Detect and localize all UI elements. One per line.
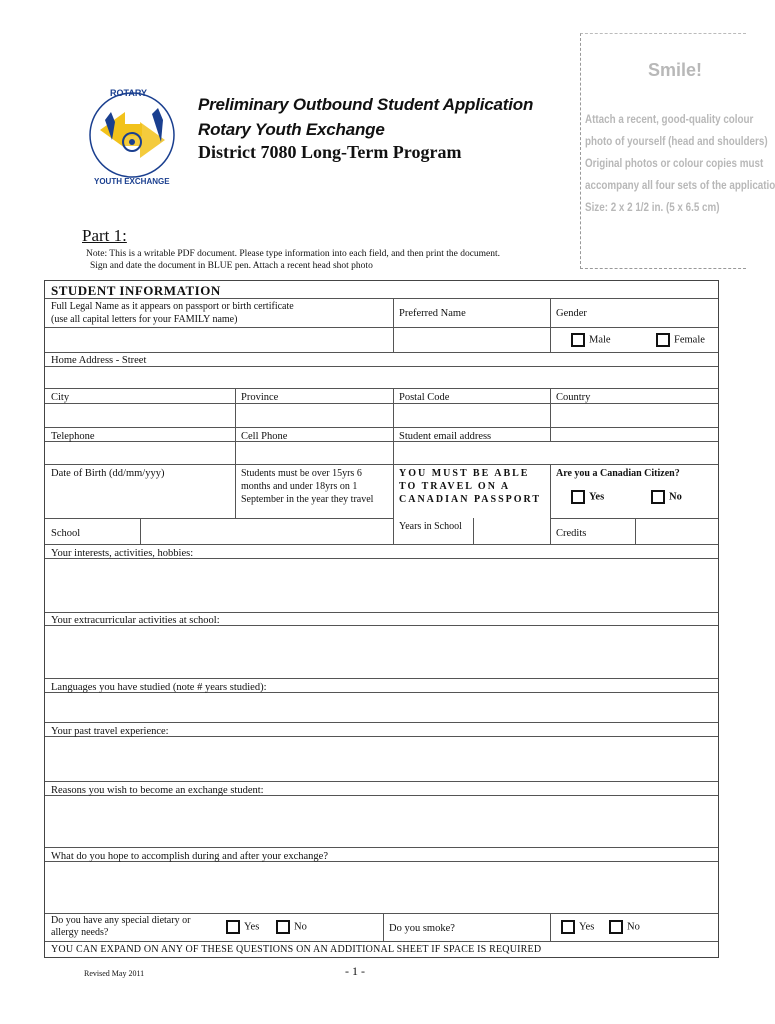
instructions-note — [86, 248, 500, 272]
languages-label: Languages you have studied (note # years studied): — [51, 682, 267, 693]
telephone-field[interactable] — [45, 441, 235, 464]
credits-field[interactable] — [635, 518, 718, 544]
gender-female-option[interactable] — [650, 331, 718, 349]
postal-code-label: Postal Code — [399, 392, 450, 403]
city-label: City — [51, 392, 70, 403]
photo-line: Size: 2 x 2 1/2 in. (5 x 6.5 cm) — [585, 200, 720, 214]
photo-line: accompany all four sets of the applicatio — [585, 178, 775, 192]
student-information-form — [44, 280, 719, 958]
logo-text-bottom: YOUTH EXCHANGE — [94, 177, 170, 186]
canadian-citizen-question: Are you a Canadian Citizen? — [556, 468, 680, 479]
home-address-label: Home Address - Street — [51, 355, 147, 366]
cell-phone-label: Cell Phone — [241, 431, 288, 442]
school-field[interactable] — [140, 518, 393, 544]
preferred-name-label: Preferred Name — [399, 308, 466, 319]
title-line-1: Preliminary Outbound Student Application — [198, 95, 534, 114]
checkbox-icon[interactable] — [571, 490, 585, 504]
checkbox-icon[interactable] — [276, 920, 290, 934]
full-name-label — [45, 298, 393, 328]
extracurricular-label: Your extracurricular activities at school: — [51, 615, 220, 626]
credits-label: Credits — [556, 528, 587, 539]
smoke-no-option[interactable] — [603, 918, 663, 936]
home-address-field[interactable] — [45, 366, 718, 388]
interests-label: Your interests, activities, hobbies: — [51, 548, 194, 559]
photo-line: Original photos or colour copies must — [585, 156, 764, 170]
note-line-2: Sign and date the document in BLUE pen. Attach a recent head shot photo — [90, 261, 373, 271]
years-in-school-label: Years in School — [399, 521, 462, 532]
travel-field[interactable] — [45, 736, 718, 781]
expand-note: YOU CAN EXPAND ON ANY OF THESE QUESTIONS ON AN ADDITIONAL SHEET IF SPACE IS REQUIRED — [51, 944, 542, 955]
full-name-field[interactable] — [45, 327, 393, 352]
dob-label: Date of Birth (dd/mm/yyy) — [51, 468, 165, 479]
interests-field[interactable] — [45, 558, 718, 612]
accomplish-label: What do you hope to accomplish during and after your exchange? — [51, 851, 328, 862]
country-label: Country — [556, 392, 591, 403]
note-line-1: Note: This is a writable PDF document. Please type information into each field, and then print the document. — [86, 249, 501, 259]
rotary-youth-exchange-logo — [80, 80, 185, 190]
accomplish-field[interactable] — [45, 861, 718, 913]
reasons-label: Reasons you wish to become an exchange student: — [51, 785, 264, 796]
checkbox-icon[interactable] — [226, 920, 240, 934]
title-line-2: Rotary Youth Exchange — [198, 120, 385, 139]
citizen-no-option[interactable] — [645, 488, 715, 506]
checkbox-icon[interactable] — [571, 333, 585, 347]
gender-label: Gender — [556, 308, 587, 319]
checkbox-icon[interactable] — [561, 920, 575, 934]
smoke-question: Do you smoke? — [389, 923, 455, 934]
gender-male-option[interactable] — [565, 331, 645, 349]
student-email-label: Student email address — [399, 431, 492, 442]
part-heading: Part 1: — [82, 226, 127, 245]
province-label: Province — [241, 392, 279, 403]
dietary-question: Do you have any special dietary or allergy needs? — [51, 915, 191, 938]
section-title: STUDENT INFORMATION — [51, 283, 221, 298]
full-name-sub-text: (use all capital letters for your FAMILY name) — [51, 314, 238, 325]
yes-label: Yes — [579, 921, 595, 933]
postal-code-field[interactable] — [393, 403, 550, 427]
photo-instructions — [585, 108, 775, 218]
cell-phone-field[interactable] — [235, 441, 393, 464]
checkbox-icon[interactable] — [651, 490, 665, 504]
photo-line: photo of yourself (head and shoulders) — [585, 134, 768, 148]
reasons-field[interactable] — [45, 795, 718, 847]
languages-field[interactable] — [45, 692, 718, 722]
no-label: No — [294, 921, 307, 933]
no-label: No — [627, 921, 640, 933]
province-field[interactable] — [235, 403, 393, 427]
citizen-yes-option[interactable] — [565, 488, 635, 506]
city-field[interactable] — [45, 403, 235, 427]
school-label: School — [51, 528, 81, 539]
country-field[interactable] — [550, 403, 718, 427]
extracurricular-field[interactable] — [45, 625, 718, 678]
yes-label: Yes — [244, 921, 260, 933]
checkbox-icon[interactable] — [609, 920, 623, 934]
preferred-name-field[interactable] — [393, 327, 550, 352]
checkbox-icon[interactable] — [656, 333, 670, 347]
age-requirement-note: Students must be over 15yrs 6 months and under 18yrs on 1 September in the year they travel — [241, 468, 374, 505]
student-email-field[interactable] — [393, 441, 718, 464]
logo-text-top: ROTARY — [110, 88, 147, 98]
page-number: - 1 - — [345, 964, 365, 978]
title-line-3: District 7080 Long-Term Program — [198, 142, 462, 162]
telephone-label: Telephone — [51, 431, 95, 442]
photo-line: Attach a recent, good-quality colour — [585, 112, 754, 126]
male-label: Male — [589, 334, 611, 346]
revised-date: Revised May 2011 — [84, 969, 145, 978]
years-in-school-field[interactable] — [473, 518, 550, 544]
female-label: Female — [674, 334, 705, 346]
dietary-no-option[interactable] — [270, 918, 330, 936]
photo-heading: Smile! — [647, 60, 703, 80]
no-label: No — [669, 491, 682, 503]
travel-label: Your past travel experience: — [51, 726, 169, 737]
yes-label: Yes — [589, 491, 605, 503]
passport-requirement-note: YOU MUST BE ABLE TO TRAVEL ON A CANADIAN PASSPORT — [399, 468, 542, 505]
full-name-label-text: Full Legal Name as it appears on passport or birth certificate — [51, 301, 294, 312]
